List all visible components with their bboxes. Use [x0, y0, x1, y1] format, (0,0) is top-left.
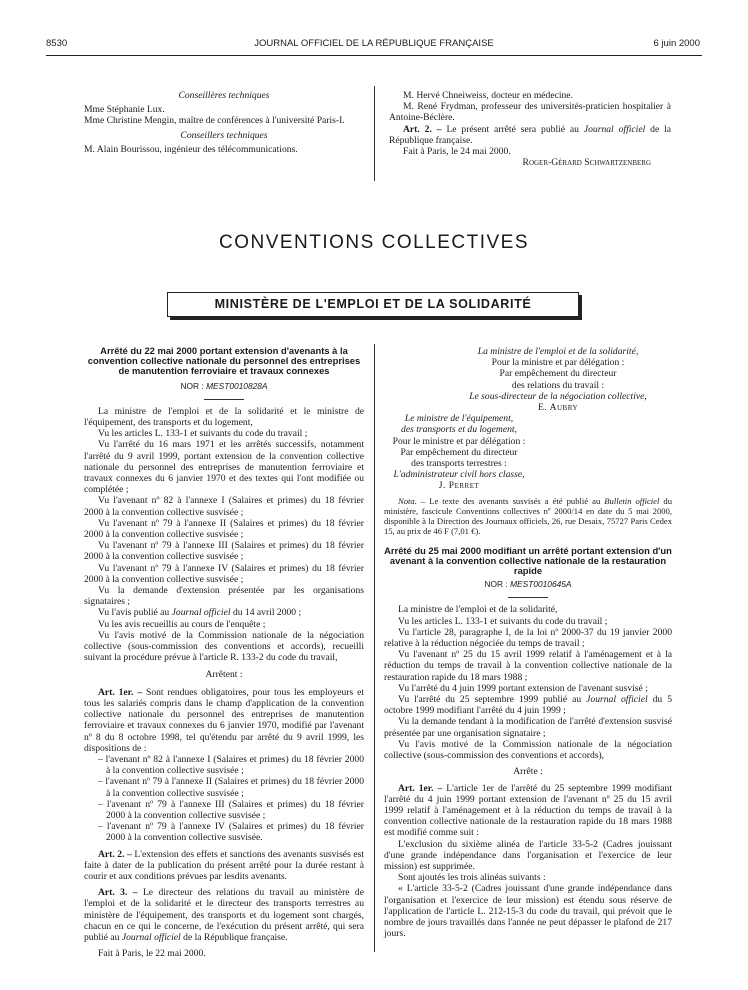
signature-block-1	[384, 346, 672, 413]
paragraph: Vu l'avis motivé de la Commission nationale de la négociation collective (sous-commission des conventions et accords), recueilli suivant la procédure prévue à l'article R. 133-2 du code du travail,	[84, 629, 364, 664]
paragraph: Vu l'avis publié au	[98, 607, 170, 619]
article-label: Art. 1er. –	[98, 686, 143, 698]
delegation-line: des relations du travail :	[511, 379, 605, 391]
section-heading: Conseillers techniques	[180, 129, 268, 141]
signature: J. Perret	[438, 480, 480, 492]
nota-text: du ministère, fascicule Conventions collectives nº 2000/14 en date du 5 mai 2000, disponible à la Direction des Journaux officiels, 26, rue Desaix, 75727 Paris Cedex 15, au prix de 46 F (7,01 €).	[384, 495, 672, 536]
signatory-title: La ministre de l'emploi et de la solidarité,	[477, 346, 639, 357]
nor-reference	[84, 381, 364, 392]
paragraph: Vu les articles L. 133-1 et suivants du code du travail ;	[98, 428, 308, 440]
paragraph: Vu l'arrêté du 4 juin 1999 portant extension de l'avenant susvisé ;	[398, 682, 648, 694]
nota-label: Nota. –	[398, 495, 426, 506]
delegation-line: Pour le ministre et par délégation :	[392, 435, 526, 447]
article-label: Art. 2. –	[98, 848, 132, 860]
signatory-title: Le ministre de l'équipement,	[404, 413, 514, 425]
nor-label: NOR :	[484, 579, 508, 590]
divider	[204, 399, 244, 400]
signatory-title: Le sous-directeur de la négociation collective,	[469, 390, 647, 402]
paragraph: Vu l'avenant nº 82 à l'annexe I (Salaires et primes) du 18 février 2000 à la convention collective susvisée ;	[84, 495, 364, 518]
paragraph: Vu l'avenant nº 79 à l'annexe II (Salaires et primes) du 18 février 2000 à la convention collective susvisée ;	[84, 517, 364, 541]
nor-code: MESТ0010645A	[510, 579, 572, 590]
paragraph: Vu l'avenant nº 79 à l'annexe IV (Salaires et primes) du 18 février 2000 à la convention collective susvisée ;	[84, 562, 364, 585]
column-divider	[374, 86, 375, 181]
article-text: Le directeur des relations du travail au ministère de l'emploi et de la solidarité et le directeur des transports terrestres au ministère de l'équipement, des transports et du logement sont chargés, chacun en ce qui le concerne, de l'exécution du présent arrêté, qui sera publié au	[84, 887, 364, 943]
page-number: 8530	[46, 38, 68, 49]
page-title: CONVENTIONS COLLECTIVES	[218, 232, 530, 253]
name-line: M. Alain Bourissou, ingénieur des télécommunications.	[84, 143, 298, 155]
journal-ref: Journal officiel	[121, 931, 181, 943]
arrete-heading: Arrête :	[513, 766, 543, 778]
article-text: Le présent arrêté sera publié au	[446, 123, 579, 135]
name-line: Mme Stéphanie Lux.	[84, 104, 165, 116]
right-column	[384, 346, 672, 939]
paragraph: Vu l'arrêté du 16 mars 1971 et les arrêtés successifs, notamment l'arrêté du 9 avril 1999, portant extension de la convention collective nationale du personnel des entreprises de manutention ferroviaire et travaux connexes du 6 janvier 1970 et des textes qui l'ont modifiée ou complétée ;	[84, 439, 364, 496]
list-item: – l'avenant nº 79 à l'annexe II (Salaires et primes) du 18 février 2000 à la convention collective susvisée ;	[98, 776, 364, 799]
page-header	[0, 38, 748, 52]
journal-ref: Journal officiel	[583, 123, 646, 135]
paragraph: Vu la demande tendant à la modification de l'arrêté d'extension susvisé présentée par une organisation signataire ;	[384, 716, 672, 739]
signature: E. Aubry	[537, 402, 579, 414]
article-text: de la République française.	[389, 123, 672, 146]
nor-reference	[384, 579, 672, 590]
journal-ref: Journal officiel	[171, 607, 231, 619]
paragraph: Vu l'avis motivé de la Commission nationale de la négociation collective (sous-commission des conventions et accords),	[384, 738, 672, 762]
nota-note	[384, 496, 672, 536]
delegation-line: Par empêchement du directeur	[400, 446, 518, 458]
list-item: – l'avenant nº 82 à l'annexe I (Salaires et primes) du 18 février 2000 à la convention collective susvisée ;	[98, 753, 364, 777]
ministry-banner: MINISTÈRE DE L'EMPLOI ET DE LA SOLIDARITÉ	[167, 292, 579, 317]
decree-title: Arrêté du 22 mai 2000 portant extension d'avenants à la convention collective nationale du personnel des entreprises de manutention ferroviaire et travaux connexes	[87, 345, 361, 377]
paragraph: La ministre de l'emploi et de la solidarité,	[398, 604, 558, 616]
article-text: Sont rendues obligatoires, pour tous les employeurs et tous les salariés compris dans le champ d'application de la convention collective nationale du personnel des entreprises de manutention ferroviaire et travaux connexes du 6 janvier 1970, modifié par l'avenant nº 8 du 8 octobre 1998, tel qu'étendu par arrêté du 9 avril 1999, les dispositions de :	[84, 686, 364, 754]
arretent-heading: Arrêtent :	[205, 669, 243, 681]
header-rule	[46, 55, 702, 56]
signature: Roger-Gérard Schwartzenberg	[522, 157, 651, 169]
divider	[508, 597, 548, 598]
article-text: L'extension des effets et sanctions des avenants susvisés est faite à dater de la publication du présent arrêté pour la durée restant à courir et aux conditions prévues par lesdits avenants.	[84, 848, 364, 882]
avenant-list	[84, 754, 364, 844]
name-line: M. Hervé Chneiweiss, docteur en médecine.	[403, 90, 573, 101]
signatory-title: L'administrateur civil hors classe,	[393, 469, 525, 481]
name-line: M. René Frydman, professeur des universités-praticien hospitalier à Antoine-Béclère.	[389, 101, 671, 124]
article-label: Art. 1er. –	[398, 782, 443, 794]
signature-block-2	[384, 413, 534, 491]
paragraph: Vu les avis recueillis au cours de l'enquête ;	[98, 618, 266, 630]
date-line: Fait à Paris, le 22 mai 2000.	[98, 948, 206, 960]
paragraph: Vu l'article 28, paragraphe I, de la loi nº 2000-37 du 19 janvier 2000 relative à la réduction négociée du temps de travail ;	[384, 626, 672, 650]
article-text: de la République française.	[183, 931, 288, 943]
delegation-line: Par empêchement du directeur	[499, 368, 617, 380]
paragraph: du 14 avril 2000 ;	[232, 607, 302, 619]
journal-ref: Journal officiel	[586, 694, 648, 706]
list-item: – l'avenant nº 79 à l'annexe IV (Salaires et primes) du 18 février 2000 à la convention collective susvisée.	[98, 821, 364, 844]
paragraph: Vu les articles L. 133-1 et suivants du code du travail ;	[398, 615, 608, 627]
paragraph: La ministre de l'emploi et de la solidarité et le ministre de l'équipement, des transports et du logement,	[84, 405, 364, 429]
paragraph: Vu l'avenant nº 25 du 15 avril 1999 relatif à l'aménagement et à la réduction du temps de travail à la convention collective nationale de la restauration rapide du 18 mars 1988 ;	[384, 649, 672, 683]
bulletin-ref: Bulletin officiel	[604, 495, 660, 506]
name-line: Mme Christine Mengin, maître de conférences à l'université Paris-I.	[84, 115, 345, 127]
article-label: Art. 3. –	[98, 887, 138, 899]
paragraph: Vu l'arrêté du 25 septembre 1999 publié au	[398, 694, 582, 706]
date-line: Fait à Paris, le 24 mai 2000.	[403, 146, 511, 158]
article-text: L'article 1er de l'arrêté du 25 septembre 1999 modifiant l'arrêté du 4 juin 1999 portant extension de l'avenant nº 25 du 15 avril 1999 relatif à l'aménagement et à la réduction du temps de travail à la convention collective nationale de la restauration rapide du 18 mars 1988 est modifié comme suit :	[384, 782, 672, 839]
delegation-line: Pour la ministre et par délégation :	[491, 357, 625, 369]
nor-label: NOR :	[180, 380, 204, 391]
section-heading: Conseillères techniques	[178, 90, 270, 101]
nor-code: MESТ0010828A	[206, 380, 268, 391]
issue-date: 6 juin 2000	[653, 38, 700, 49]
column-divider	[374, 344, 375, 952]
nota-text: Le texte des avenants susvisés a été publié au	[429, 495, 601, 506]
list-item: – l'avenant nº 79 à l'annexe III (Salaires et primes) du 18 février 2000 à la convention collective susvisée ;	[98, 798, 364, 821]
delegation-line: des transports terrestres :	[411, 458, 507, 470]
left-column	[84, 346, 364, 959]
paragraph: L'exclusion du sixième alinéa de l'article 33-5-2 (Cadres jouissant d'une grande indépendance dans l'organisation et l'exercice de leur mission) est supprimée.	[384, 838, 672, 872]
paragraph: « L'article 33-5-2 (Cadres jouissant d'une grande indépendance dans l'organisation et l'exercice de leur mission) est étendu sous réserve de l'application de l'article L. 212-15-3 du code du travail, qui prévoit que le nombre de jours travaillés dans l'année ne peut dépasser le plafond de 217 jours.	[384, 883, 672, 940]
journal-title: JOURNAL OFFICIEL DE LA RÉPUBLIQUE FRANÇAISE	[254, 38, 494, 49]
article-label: Art. 2. –	[403, 123, 442, 135]
paragraph: Sont ajoutés les trois alinéas suivants :	[398, 872, 546, 884]
top-right-column	[389, 90, 671, 168]
paragraph: Vu l'avenant nº 79 à l'annexe III (Salaires et primes) du 18 février 2000 à la convention collective susvisée ;	[84, 540, 364, 563]
top-left-column	[84, 90, 364, 155]
signatory-title: des transports et du logement,	[401, 424, 517, 436]
paragraph: Vu la demande d'extension présentée par les organisations signataires ;	[84, 585, 364, 608]
paragraph: du 5 octobre 1999 modifiant l'arrêté du 4 juin 1999 ;	[384, 694, 673, 717]
decree-title: Arrêté du 25 mai 2000 modifiant un arrêté portant extension d'un avenant à la convention collective nationale de la restauration rapide	[384, 544, 672, 577]
